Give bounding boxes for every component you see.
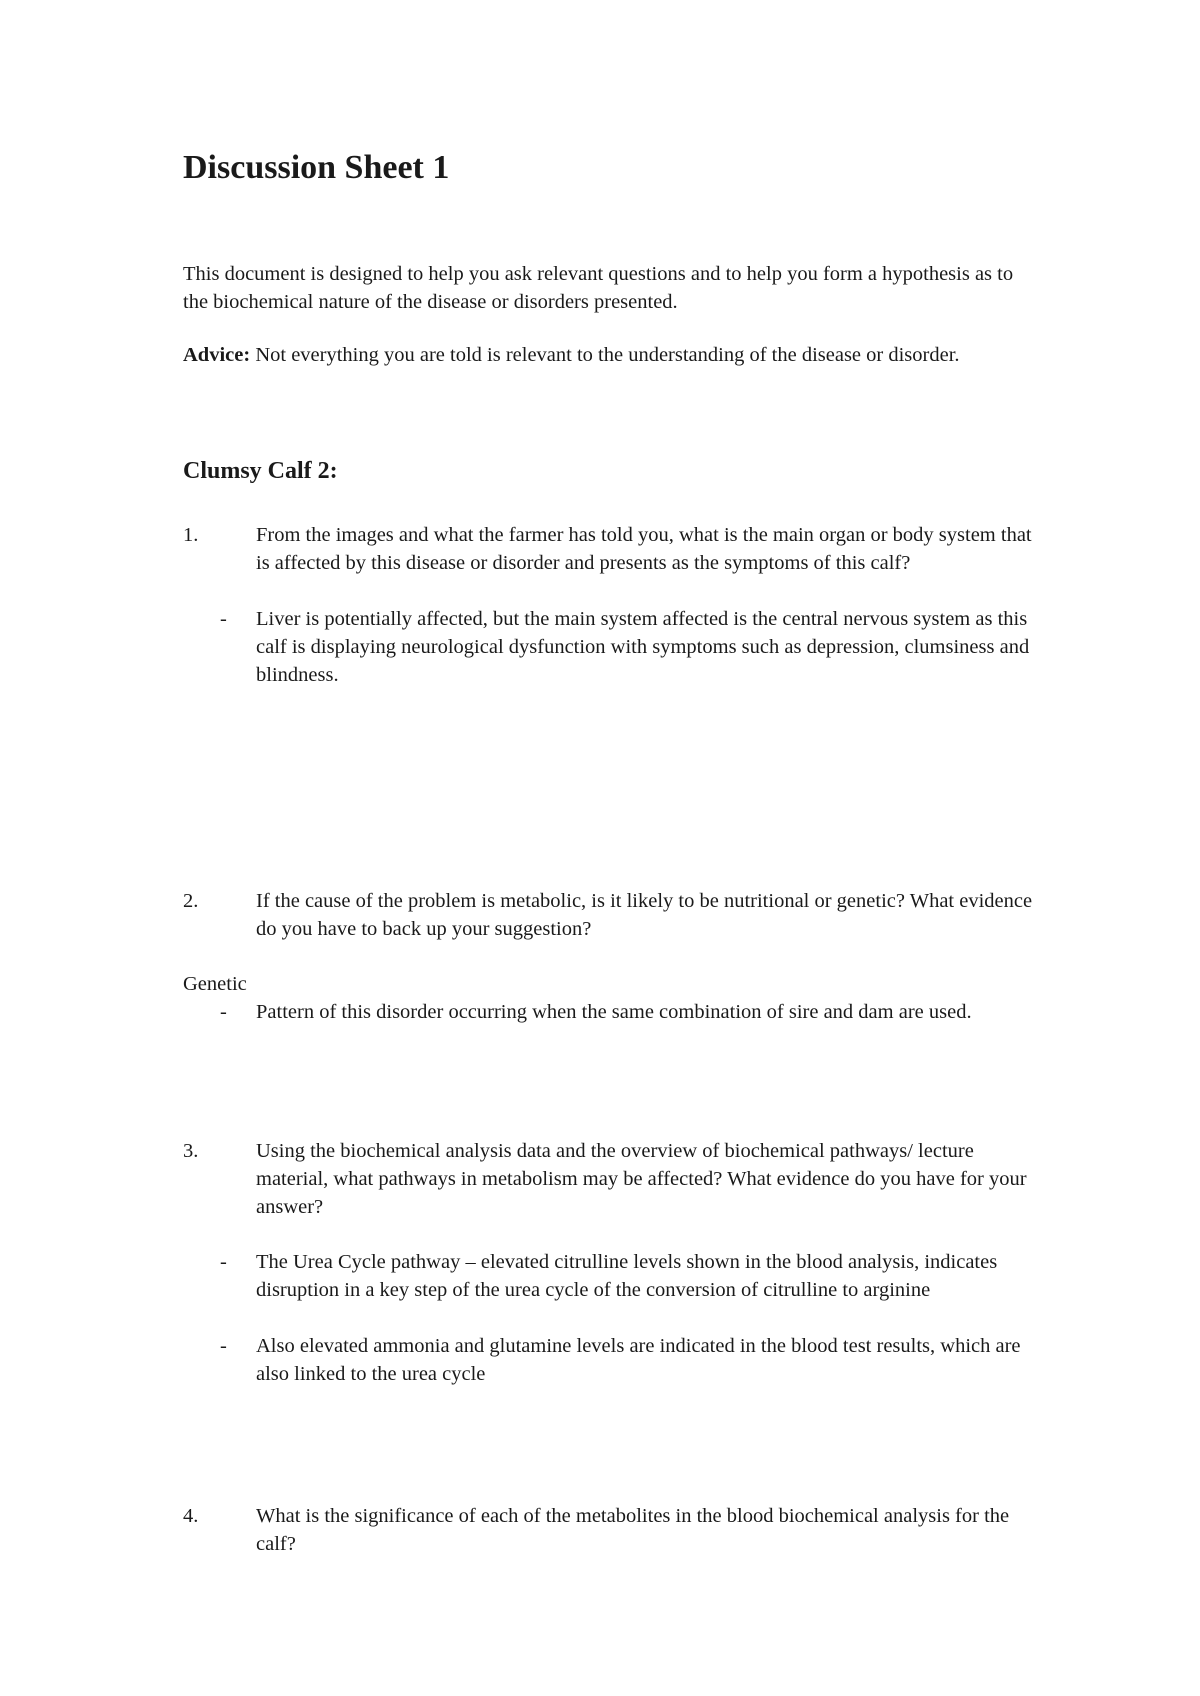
question-4-text: What is the significance of each of the metabolites in the blood biochemical analysis for the calf? [256, 1505, 1010, 1555]
question-3-number: 3. [183, 1140, 199, 1162]
question-2-answer-label: Genetic [183, 973, 247, 995]
bullet-marker: - [220, 608, 227, 630]
question-3-answer-1: The Urea Cycle pathway – elevated citrulline levels shown in the blood analysis, indicates disruption in a key step of the urea cycle of the conversion of citrulline to arginine [256, 1251, 998, 1301]
question-1-text: From the images and what the farmer has told you, what is the main organ or body system that is affected by this disease or disorder and presents as the symptoms of this calf? [256, 524, 1032, 574]
intro-paragraph: This document is designed to help you ask relevant questions and to help you form a hypothesis as to the biochemical nature of the disease or disorders presented. [183, 263, 1014, 313]
question-2-text: If the cause of the problem is metabolic, is it likely to be nutritional or genetic? What evidence do you have to back up your suggestion? [256, 890, 1033, 940]
question-1-number: 1. [183, 524, 199, 546]
question-2-number: 2. [183, 890, 199, 912]
bullet-marker: - [220, 1001, 227, 1023]
question-3-answer-2: Also elevated ammonia and glutamine levels are indicated in the blood test results, which are also linked to the urea cycle [256, 1335, 1021, 1385]
bullet-marker: - [220, 1335, 227, 1357]
question-2-answer-1: Pattern of this disorder occurring when the same combination of sire and dam are used. [256, 1001, 972, 1023]
question-4-number: 4. [183, 1505, 199, 1527]
document-title: Discussion Sheet 1 [183, 149, 450, 186]
advice-text: Not everything you are told is relevant to the understanding of the disease or disorder. [250, 344, 960, 366]
bullet-marker: - [220, 1251, 227, 1273]
section-title: Clumsy Calf 2: [183, 458, 338, 484]
advice-label: Advice: [183, 344, 251, 366]
advice-paragraph [183, 341, 1043, 369]
question-3-text: Using the biochemical analysis data and the overview of biochemical pathways/ lecture material, what pathways in metabolism may be affected? What evidence do you have for your answer? [256, 1140, 1027, 1218]
question-1-answer-1: Liver is potentially affected, but the main system affected is the central nervous system as this calf is displaying neurological dysfunction with symptoms such as depression, clumsiness and blindness. [256, 608, 1030, 686]
